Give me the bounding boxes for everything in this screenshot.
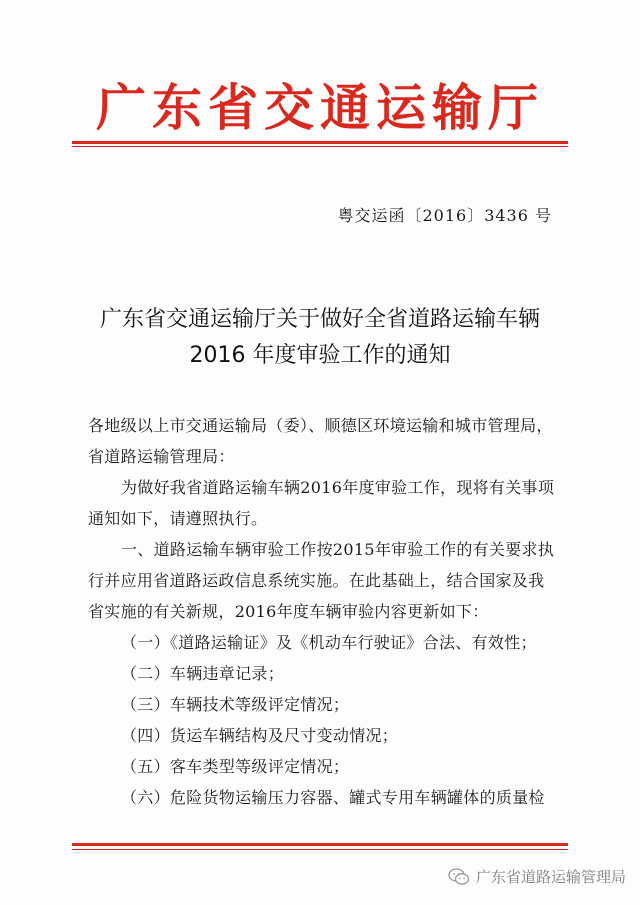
intro-line-2: 通知如下，请遵照执行。 (88, 509, 268, 528)
section-1-line-1: 一、道路运输车辆审验工作按2015年审验工作的有关要求执 (121, 540, 555, 559)
document-number: 粤交运函〔2016〕3436 号 (337, 206, 552, 225)
watermark-text: 广东省道路运输管理局 (475, 868, 626, 886)
masthead-rule-thick (72, 141, 568, 144)
document-title-line-1: 广东省交通运输厅关于做好全省道路运输车辆 (99, 307, 540, 332)
footer-rule-thick (72, 843, 568, 846)
footer-rule-thin (72, 849, 568, 850)
list-item: （一）《道路运输证》及《机动车行驶证》合法、有效性； (121, 633, 537, 652)
section-1-line-2: 行并应用省道路运政信息系统实施。在此基础上，结合国家及我 (88, 571, 545, 590)
document-title-line-2: 2016 年度审验工作的通知 (189, 343, 451, 368)
document-body (88, 410, 568, 813)
document-title (0, 302, 640, 374)
list-item: （二）车辆违章记录； (121, 664, 285, 683)
list-item: （六）危险货物运输压力容器、罐式专用车辆罐体的质量检 (121, 788, 545, 807)
wechat-watermark (448, 866, 626, 887)
recipient-line-1: 各地级以上市交通运输局（委）、顺德区环境运输和城市管理局， (88, 416, 553, 435)
list-item: （四）货运车辆结构及尺寸变动情况； (121, 726, 399, 745)
intro-line-1: 为做好我省道路运输车辆2016年度审验工作，现将有关事项 (121, 478, 555, 497)
wechat-icon (448, 868, 470, 886)
masthead-rule-thin (72, 146, 568, 147)
recipient-line-2: 省道路运输管理局： (88, 447, 235, 466)
section-1-line-3: 省实施的有关新规，2016年度车辆审验内容更新如下： (88, 602, 489, 621)
list-item: （五）客车类型等级评定情况； (121, 757, 350, 776)
list-item: （三）车辆技术等级评定情况； (121, 695, 350, 714)
masthead-org-name: 广东省交通运输厅 (96, 78, 544, 137)
